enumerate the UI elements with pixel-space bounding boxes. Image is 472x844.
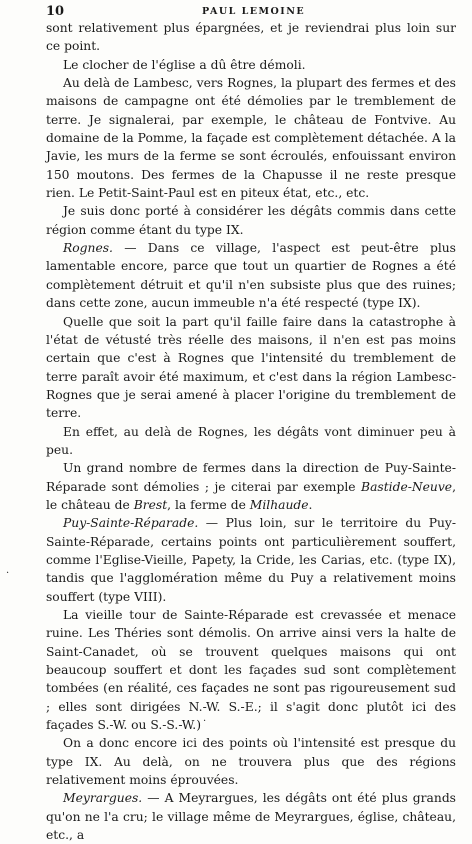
page-header [46, 4, 420, 20]
bottom-mark: · [203, 716, 207, 727]
paragraph [46, 19, 456, 56]
text-run: La vieille tour de Sainte-Réparade est crevassée et menace ruine. Les Théries sont démolis. On arrive ainsi vers la halte de Saint-Canadet, où se trouvent quelques maisons qui ont beaucoup souffert et dont les façades sud sont complètement tombées (en réalité, ces façades ne sont pas rigoureusement sud ; elles sont dirigées N.-W. S.-E.; il s'agit donc plutôt ici des façades S.-W. ou S.-S.-W.) [46, 608, 456, 733]
running-head: PAUL LEMOINE [202, 6, 306, 17]
text-run: Au delà de Lambesc, vers Rognes, la plupart des fermes et des maisons de campagne ont été démolies par le tremblement de terre. Je signalerai, par exemple, le château de Fontvive. Au domaine de la Pomme, la façade est complètement détachée. A la Javie, les murs de la ferme se sont écroulés, enfouissant environ 150 moutons. Des fermes de la Chapusse il ne reste presque rien. Le Petit-Saint-Paul est en piteux état, etc., etc. [46, 76, 456, 201]
paragraph [46, 789, 456, 844]
body-text [46, 19, 456, 844]
text-run: On a donc encore ici des points où l'intensité est presque du type IX. Au delà, on ne trouvera plus que des régions relativement moins éprouvées. [46, 736, 456, 788]
paragraph [46, 202, 456, 239]
text-run: Le clocher de l'église a dû être démoli. [63, 57, 306, 72]
page-number: 10 [46, 4, 65, 19]
italic-text: Rognes. [63, 241, 113, 256]
paragraph [46, 423, 456, 460]
paragraph [46, 313, 456, 423]
text-run: Quelle que soit la part qu'il faille faire dans la catastrophe à l'état de vétusté très réelle des maisons, il n'en est pas moins certain que c'est à Rognes que l'intensité du tremblement de terre paraît avoir été maximum, et c'est dans la région Lambesc-Rognes que je serai amené à placer l'origine du tremblement de terre. [46, 314, 456, 421]
paragraph [46, 56, 456, 74]
paragraph [46, 606, 456, 734]
italic-text: Puy-Sainte-Réparade. [63, 516, 199, 531]
italic-text: Milhaude [249, 497, 309, 512]
text-run: . [308, 497, 313, 512]
paragraph [46, 734, 456, 789]
text-run: Un grand nombre de fermes dans la direction de Puy-Sainte-Réparade sont démolies ; je citerai par exemple [46, 461, 456, 494]
paragraph [46, 239, 456, 312]
text-run: , le château de [46, 479, 456, 512]
text-run: Je suis donc porté à considérer les dégâts commis dans cette région comme étant du type IX. [46, 204, 456, 237]
margin-mark: · [6, 568, 10, 579]
paragraph [46, 74, 456, 202]
text-run: — Dans ce village, l'aspect est peut-être plus lamentable encore, parce que tout un quartier de Rognes a été complètement détruit et qu'il n'en subsiste plus que des ruines; dans cette zone, aucun immeuble n'a été respecté (type IX). [46, 241, 456, 311]
italic-text: Bastide-Neuve [361, 479, 453, 494]
text-run: — A Meyrargues, les dégâts ont été plus grands qu'on ne l'a cru; le village même de Meyrargues, église, château, etc., a [46, 791, 456, 843]
text-run: , la ferme de [167, 497, 250, 512]
text-run: En effet, au delà de Rognes, les dégâts vont diminuer peu à peu. [46, 424, 456, 457]
italic-text: Meyrargues. [63, 791, 143, 806]
italic-text: Brest [133, 497, 168, 512]
text-run: sont relativement plus épargnées, et je reviendrai plus loin sur ce point. [46, 21, 456, 54]
text-run: — Plus loin, sur le territoire du Puy-Sainte-Réparade, certains points ont particulièrement souffert, comme l'Eglise-Vieille, Papety, la Cride, les Carias, etc. (type IX), tandis que l'agglomération même du Puy a relativement moins souffert (type VIII). [46, 516, 456, 604]
paragraph [46, 514, 456, 606]
paragraph [46, 459, 456, 514]
